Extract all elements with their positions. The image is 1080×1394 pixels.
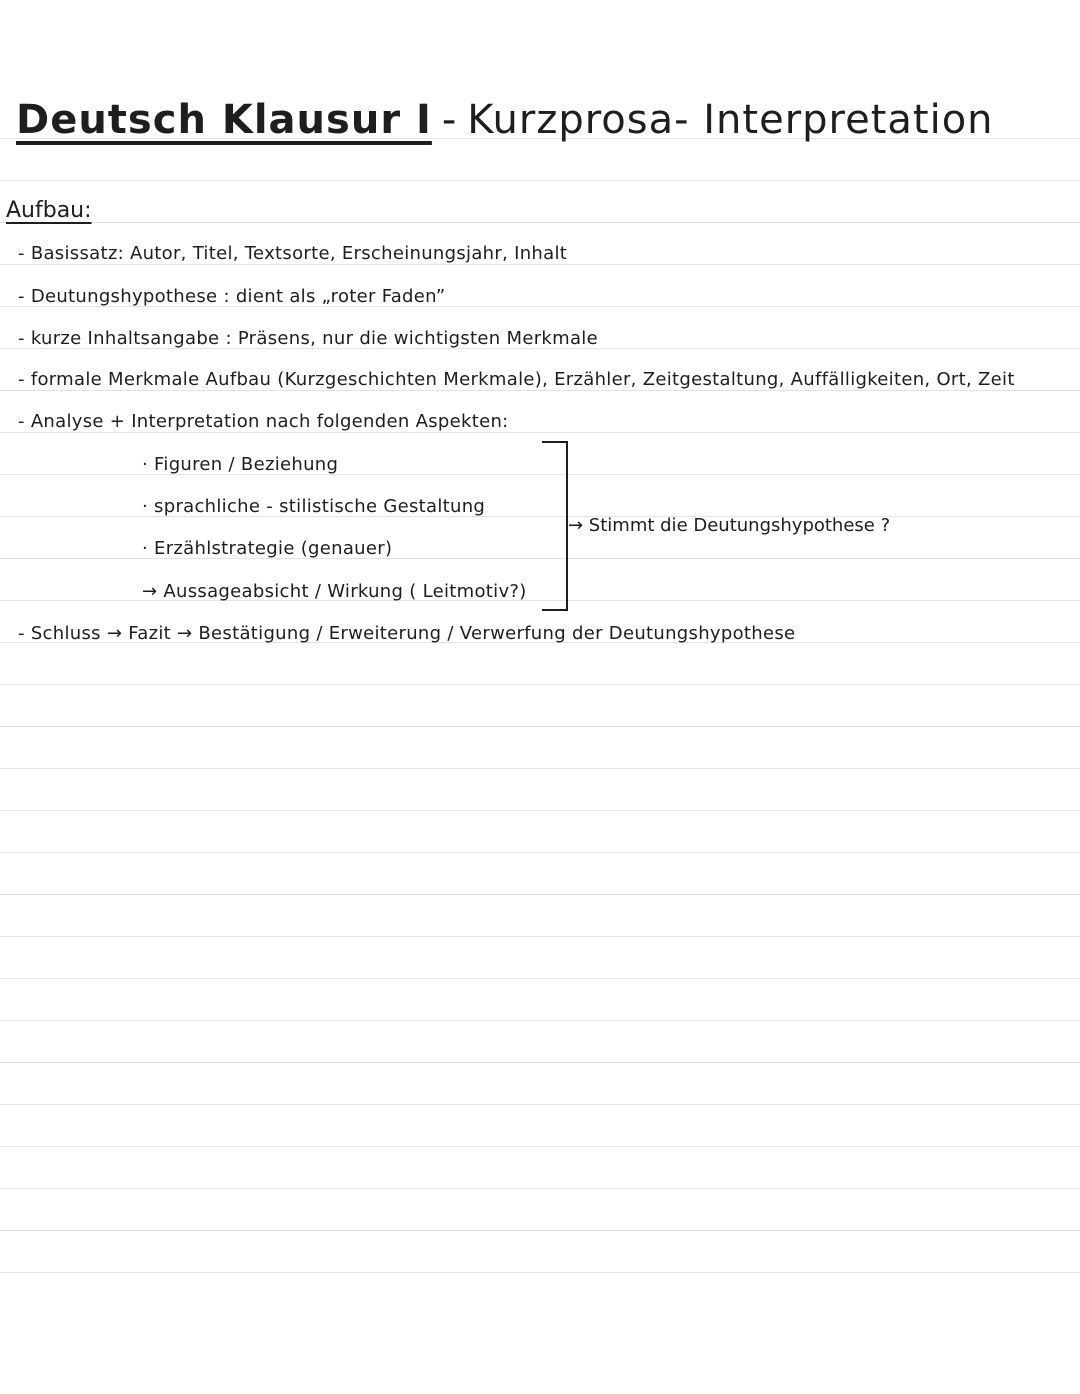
aspect-aussageabsicht: → Aussageabsicht / Wirkung ( Leitmotiv?)	[142, 581, 527, 602]
section-heading: Aufbau:	[6, 198, 92, 223]
aspect-figuren: · Figuren / Beziehung	[142, 454, 339, 475]
line-inhaltsangabe: - kurze Inhaltsangabe : Präsens, nur die wichtigsten Merkmale	[18, 328, 598, 349]
title-sub: Kurzprosa- Interpretation	[467, 97, 994, 143]
line-deutungshypothese: - Deutungshypothese : dient als „roter Faden”	[18, 286, 446, 307]
line-formale-merkmale: - formale Merkmale Aufbau (Kurzgeschichten Merkmale), Erzähler, Zeitgestaltung, Auffälligkeiten, Ort, Zeit	[18, 369, 1015, 390]
aspects-bracket	[542, 441, 568, 611]
aspect-sprache: · sprachliche - stilistische Gestaltung	[142, 496, 486, 517]
page-title	[16, 92, 994, 148]
bracket-note: → Stimmt die Deutungshypothese ?	[568, 515, 891, 536]
title-main: Deutsch Klausur I	[16, 97, 432, 143]
title-dash: -	[441, 97, 458, 143]
aspect-erzaehlstrategie: · Erzählstrategie (genauer)	[142, 538, 393, 559]
line-schluss: - Schluss → Fazit → Bestätigung / Erweiterung / Verwerfung der Deutungshypothese	[18, 623, 796, 644]
line-basissatz: - Basissatz: Autor, Titel, Textsorte, Erscheinungsjahr, Inhalt	[18, 243, 568, 264]
line-analyse: - Analyse + Interpretation nach folgenden Aspekten:	[18, 411, 509, 432]
